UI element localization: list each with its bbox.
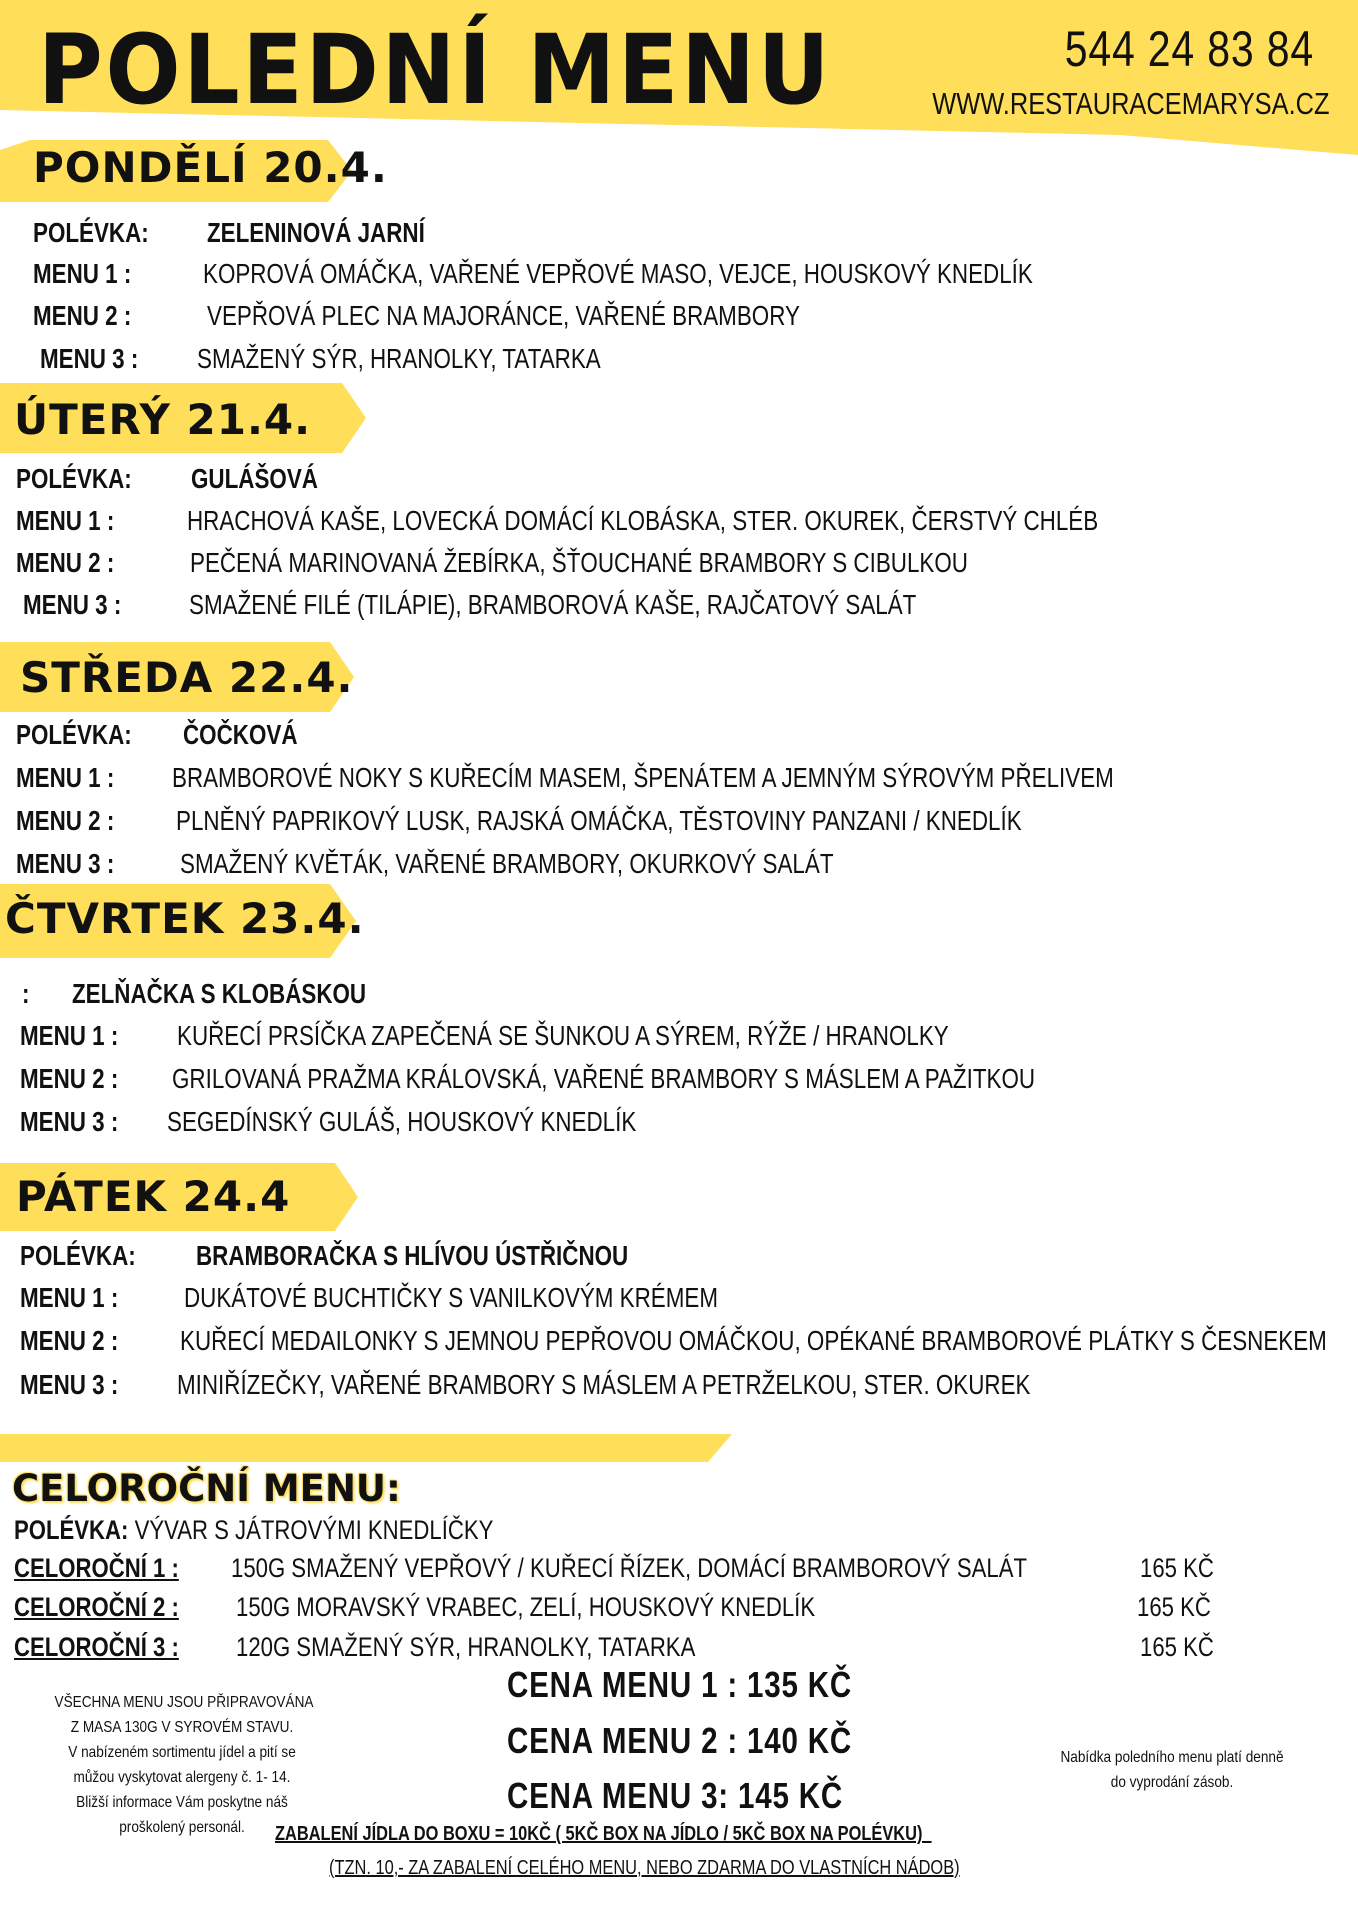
friday-soup-text: BRAMBORAČKA S HLÍVOU ÚSTŘIČNOU bbox=[196, 1240, 629, 1271]
monday-soup-label: POLÉVKA: bbox=[33, 217, 149, 248]
info-left-line: Bližší informace Vám poskytne náš bbox=[76, 1794, 288, 1811]
monday-menu1-text: KOPROVÁ OMÁČKA, VAŘENÉ VEPŘOVÉ MASO, VEJCE, HOUSKOVÝ KNEDLÍK bbox=[203, 258, 1033, 289]
wednesday-menu3-text: SMAŽENÝ KVĚTÁK, VAŘENÉ BRAMBORY, OKURKOVÝ SALÁT bbox=[180, 848, 834, 879]
day-title-thursday: ČTVRTEK 23.4. bbox=[5, 894, 365, 943]
info-left-line: V nabízeném sortimentu jídel a pití se bbox=[68, 1744, 296, 1761]
yearround-1-text: 150G SMAŽENÝ VEPŘOVÝ / KUŘECÍ ŘÍZEK, DOMÁCÍ BRAMBOROVÝ SALÁT bbox=[231, 1553, 1028, 1583]
tuesday-soup-label: POLÉVKA: bbox=[16, 463, 132, 494]
yearround-3-price: 165 KČ bbox=[1140, 1632, 1214, 1662]
monday-menu3-label: MENU 3 : bbox=[40, 343, 139, 374]
info-left-line: Z MASA 130G V SYROVÉM STAVU. bbox=[70, 1719, 294, 1736]
yearround-3-label: CELOROČNÍ 3 : bbox=[14, 1632, 179, 1662]
box-packaging-note-detail: (TZN. 10,- ZA ZABALENÍ CELÉHO MENU, NEBO ZDARMA DO VLASTNÍCH NÁDOB) bbox=[329, 1857, 960, 1879]
thursday-menu1-label: MENU 1 : bbox=[20, 1020, 119, 1051]
yearround-soup-label: POLÉVKA: bbox=[14, 1515, 129, 1545]
yearround-1-price: 165 KČ bbox=[1140, 1553, 1214, 1583]
info-left bbox=[32, 1690, 332, 1840]
tuesday-menu3-text: SMAŽENÉ FILÉ (TILÁPIE), BRAMBOROVÁ KAŠE, RAJČATOVÝ SALÁT bbox=[189, 589, 917, 620]
friday-menu2-text: KUŘECÍ MEDAILONKY S JEMNOU PEPŘOVOU OMÁČKOU, OPÉKANÉ BRAMBOROVÉ PLÁTKY S ČESNEKEM bbox=[180, 1325, 1327, 1356]
friday-menu1-label: MENU 1 : bbox=[20, 1282, 119, 1313]
day-title-friday: PÁTEK 24.4 bbox=[16, 1172, 291, 1221]
friday-menu1-text: DUKÁTOVÉ BUCHTIČKY S VANILKOVÝM KRÉMEM bbox=[184, 1282, 718, 1313]
info-left-line: můžou vyskytovat alergeny č. 1- 14. bbox=[73, 1769, 291, 1786]
monday-menu2-label: MENU 2 : bbox=[33, 300, 132, 331]
thursday-menu3-label: MENU 3 : bbox=[20, 1106, 119, 1137]
day-title-monday: PONDĚLÍ 20.4. bbox=[33, 143, 388, 192]
wednesday-soup-text: ČOČKOVÁ bbox=[183, 719, 298, 750]
monday-soup-text: ZELENINOVÁ JARNÍ bbox=[207, 217, 425, 248]
yearround-soup bbox=[14, 1515, 493, 1546]
wednesday-menu2-label: MENU 2 : bbox=[16, 805, 115, 836]
yearround-2-text: 150G MORAVSKÝ VRABEC, ZELÍ, HOUSKOVÝ KNEDLÍK bbox=[236, 1592, 816, 1622]
wednesday-menu1-label: MENU 1 : bbox=[16, 762, 115, 793]
yearround-banner bbox=[0, 1434, 732, 1462]
thursday-menu2-label: MENU 2 : bbox=[20, 1063, 119, 1094]
day-title-wednesday: STŘEDA 22.4. bbox=[20, 653, 354, 702]
tuesday-menu1-text: HRACHOVÁ KAŠE, LOVECKÁ DOMÁCÍ KLOBÁSKA, STER. OKUREK, ČERSTVÝ CHLÉB bbox=[187, 505, 1099, 536]
monday-menu2-text: VEPŘOVÁ PLEC NA MAJORÁNCE, VAŘENÉ BRAMBORY bbox=[207, 300, 800, 331]
tuesday-soup-text: GULÁŠOVÁ bbox=[191, 463, 318, 494]
tuesday-menu2-label: MENU 2 : bbox=[16, 547, 115, 578]
box-packaging-note: ZABALENÍ JÍDLA DO BOXU = 10KČ ( 5KČ BOX NA JÍDLO / 5KČ BOX NA POLÉVKU)_ bbox=[275, 1823, 932, 1845]
page-title: POLEDNÍ MENU bbox=[38, 14, 833, 126]
thursday-menu2-text: GRILOVANÁ PRAŽMA KRÁLOVSKÁ, VAŘENÉ BRAMBORY S MÁSLEM A PAŽITKOU bbox=[172, 1063, 1036, 1094]
price-menu-1: CENA MENU 1 : 135 KČ bbox=[507, 1664, 853, 1705]
info-right-line: Nabídka poledního menu platí denně bbox=[1060, 1749, 1284, 1766]
thursday-soup-text: ZELŇAČKA S KLOBÁSKOU bbox=[72, 978, 367, 1009]
yearround-title: CELOROČNÍ MENU: bbox=[12, 1467, 401, 1510]
info-right bbox=[1022, 1745, 1322, 1795]
phone-number[interactable]: 544 24 83 84 bbox=[1064, 21, 1314, 77]
wednesday-menu3-label: MENU 3 : bbox=[16, 848, 115, 879]
wednesday-menu2-text: PLNĚNÝ PAPRIKOVÝ LUSK, RAJSKÁ OMÁČKA, TĚSTOVINY PANZANI / KNEDLÍK bbox=[176, 805, 1022, 836]
thursday-menu1-text: KUŘECÍ PRSÍČKA ZAPEČENÁ SE ŠUNKOU A SÝREM, RÝŽE / HRANOLKY bbox=[177, 1020, 949, 1051]
website-link[interactable]: WWW.RESTAURACEMARYSA.CZ bbox=[932, 86, 1330, 121]
yearround-1-label: CELOROČNÍ 1 : bbox=[14, 1553, 179, 1583]
day-title-tuesday: ÚTERÝ 21.4. bbox=[14, 395, 312, 444]
wednesday-soup-label: POLÉVKA: bbox=[16, 719, 132, 750]
friday-menu3-text: MINIŘÍZEČKY, VAŘENÉ BRAMBORY S MÁSLEM A PETRŽELKOU, STER. OKUREK bbox=[177, 1369, 1031, 1400]
price-menu-2: CENA MENU 2 : 140 KČ bbox=[507, 1720, 853, 1761]
monday-menu3-text: SMAŽENÝ SÝR, HRANOLKY, TATARKA bbox=[197, 343, 601, 374]
yearround-3-text: 120G SMAŽENÝ SÝR, HRANOLKY, TATARKA bbox=[236, 1632, 696, 1662]
friday-menu2-label: MENU 2 : bbox=[20, 1325, 119, 1356]
yearround-2-price: 165 KČ bbox=[1137, 1592, 1211, 1622]
price-menu-3: CENA MENU 3: 145 KČ bbox=[507, 1775, 843, 1816]
thursday-soup-label: : bbox=[22, 978, 30, 1009]
tuesday-menu2-text: PEČENÁ MARINOVANÁ ŽEBÍRKA, ŠŤOUCHANÉ BRAMBORY S CIBULKOU bbox=[190, 547, 968, 578]
friday-soup-label: POLÉVKA: bbox=[20, 1240, 136, 1271]
thursday-menu3-text: SEGEDÍNSKÝ GULÁŠ, HOUSKOVÝ KNEDLÍK bbox=[167, 1106, 637, 1137]
tuesday-menu1-label: MENU 1 : bbox=[16, 505, 115, 536]
friday-menu3-label: MENU 3 : bbox=[20, 1369, 119, 1400]
monday-menu1-label: MENU 1 : bbox=[33, 258, 132, 289]
wednesday-menu1-text: BRAMBOROVÉ NOKY S KUŘECÍM MASEM, ŠPENÁTEM A JEMNÝM SÝROVÝM PŘELIVEM bbox=[172, 762, 1114, 793]
yearround-2-label: CELOROČNÍ 2 : bbox=[14, 1592, 179, 1622]
info-left-line: VŠECHNA MENU JSOU PŘIPRAVOVÁNA bbox=[54, 1694, 314, 1711]
yearround-soup-text: VÝVAR S JÁTROVÝMI KNEDLÍČKY bbox=[134, 1515, 494, 1545]
tuesday-menu3-label: MENU 3 : bbox=[23, 589, 122, 620]
info-right-line: do vyprodání zásob. bbox=[1110, 1774, 1234, 1791]
info-left-line: proškolený personál. bbox=[119, 1819, 245, 1836]
